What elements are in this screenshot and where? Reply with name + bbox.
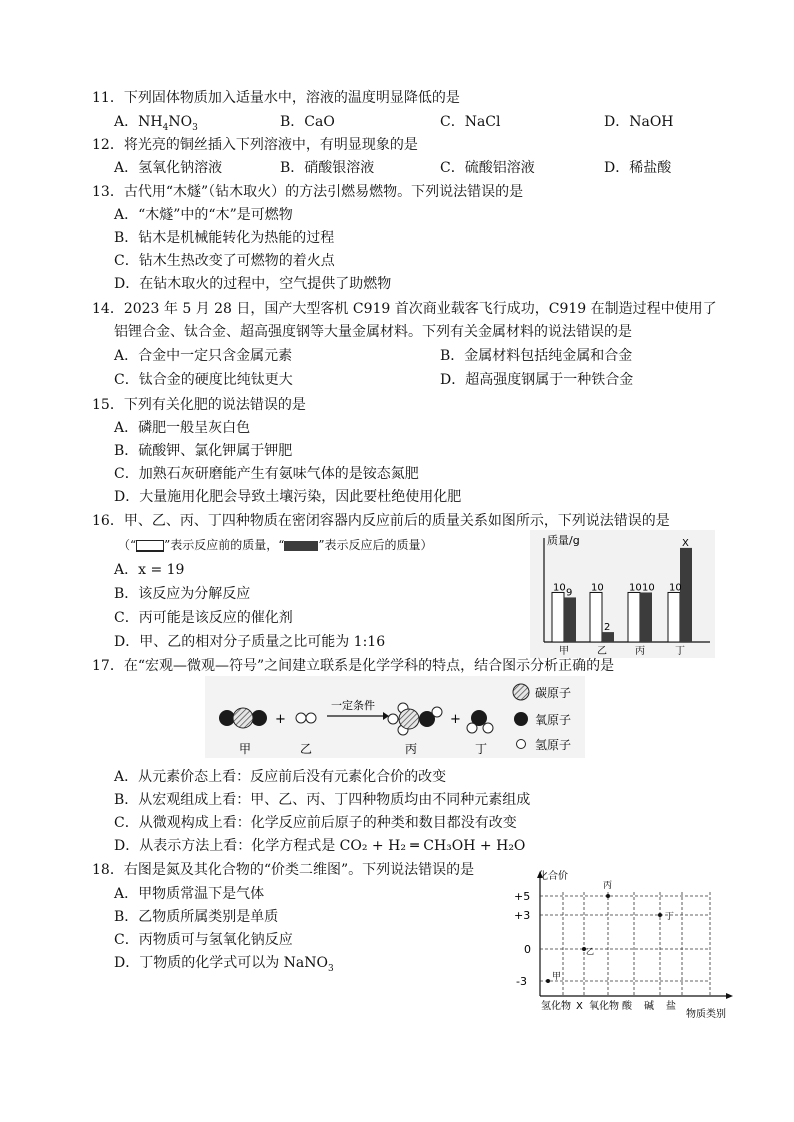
point-bing — [606, 894, 610, 898]
q18-option-c: C．丙物质可与氢氧化钠反应 — [114, 932, 293, 948]
carbon-atom — [399, 709, 419, 729]
x-tick-label-0: 甲 — [559, 646, 569, 657]
label-ding: 丁 — [475, 742, 488, 756]
dashed-grid — [540, 892, 710, 996]
x-tick-base: 碱 — [644, 1001, 654, 1012]
hydrogen-atom — [296, 713, 306, 723]
q13-option-b: B．钻木是机械能转化为热能的过程 — [114, 230, 335, 246]
label-jia: 甲 — [239, 742, 252, 756]
hydrogen-atom — [306, 713, 316, 723]
q18-option-d: D．丁物质的化学式可以为 NaNO$_3$ — [114, 955, 334, 974]
reaction-condition: 一定条件 — [331, 699, 375, 712]
q16-option-c: C．丙可能是该反应的催化剂 — [114, 610, 293, 626]
plus-sign: + — [450, 712, 461, 727]
q12-option-d: D．稀盐酸 — [604, 160, 672, 176]
q12-option-b: B．硝酸银溶液 — [280, 160, 375, 176]
carbon-atom — [233, 708, 253, 728]
q18-stem: 18．右图是氮及其化合物的“价类二维图”。下列说法错误的是 — [92, 862, 475, 878]
bar-after-2 — [640, 592, 652, 642]
bar-label-after-1: 2 — [604, 622, 611, 634]
x-tick-x: X — [576, 1001, 583, 1012]
q16-stem: 16．甲、乙、丙、丁四种物质在密闭容器内反应前后的质量关系如图所示，下列说法错误的是 — [92, 513, 670, 529]
point-label-ding: 丁 — [665, 912, 675, 922]
y-tick-zero: 0 — [524, 943, 531, 956]
legend-hydrogen: 氢原子 — [535, 738, 572, 752]
label-bing: 丙 — [405, 742, 418, 756]
q14-option-b: B．金属材料包括纯金属和合金 — [440, 348, 633, 364]
q13-stem: 13．古代用“木燧”（钻木取火）的方法引燃易燃物。下列说法错误的是 — [92, 184, 524, 200]
y-axis-title: 化合价 — [538, 871, 568, 882]
q15-option-c: C．加熟石灰研磨能产生有氨味气体的是铵态氮肥 — [114, 466, 419, 482]
legend-after-swatch — [284, 541, 318, 551]
bar-label-before-0: 10 — [553, 582, 566, 594]
q17-stem: 17．在“宏观—微观—符号”之间建立联系是化学学科的特点，结合图示分析正确的是 — [92, 658, 615, 674]
oxygen-legend-icon — [514, 712, 528, 726]
valence-category-chart — [510, 868, 746, 1020]
point-label-jia: 甲 — [552, 972, 562, 982]
reaction-diagram — [205, 676, 585, 758]
q11-stem: 11．下列固体物质加入适量水中，溶液的温度明显降低的是 — [92, 90, 460, 106]
q17-option-c: C．从微观构成上看：化学反应前后原子的种类和数目都没有改变 — [114, 815, 517, 831]
bar-after-3 — [680, 548, 692, 642]
bar-before-1 — [590, 592, 602, 642]
q16-legend-note: （“ ”表示反应前的质量，“ ”表示反应后的质量） — [118, 538, 433, 552]
point-label-yi: 乙 — [586, 947, 594, 956]
q17-option-d: D．从表示方法上看：化学方程式是 CO₂ + H₂ ═ CH₃OH + H₂O — [114, 838, 526, 854]
q11-option-a: A．$NH_4NO_3$ — [114, 114, 198, 133]
q18-option-a: A．甲物质常温下是气体 — [114, 886, 265, 902]
legend-before-swatch — [136, 540, 164, 552]
q12-option-a: A．氢氧化钠溶液 — [114, 160, 223, 176]
hydrogen-atom — [483, 723, 493, 733]
bar-label-after-3: X — [682, 537, 689, 549]
mass-bar-chart — [530, 530, 715, 658]
q11-option-b: B．CaO — [280, 114, 335, 130]
bar-after-1 — [602, 632, 614, 642]
q13-option-d: D．在钻木取火的过程中，空气提供了助燃物 — [114, 276, 392, 292]
q13-option-c: C．钻木生热改变了可燃物的着火点 — [114, 253, 335, 269]
bar-label-after-0: 9 — [566, 587, 573, 599]
q15-option-b: B．硫酸钾、氯化钾属于钾肥 — [114, 443, 293, 459]
label-yi: 乙 — [300, 742, 313, 756]
x-arrow-icon — [726, 993, 733, 999]
x-tick-label-3: 丁 — [675, 646, 685, 657]
q14-stem-line2: 铝锂合金、钛合金、超高强度钢等大量金属材料。下列有关金属材料的说法错误的是 — [114, 324, 632, 340]
bar-after-0 — [564, 597, 576, 642]
q11-option-c: C．NaCl — [440, 114, 501, 130]
x-tick-label-1: 乙 — [597, 646, 607, 657]
legend-oxygen: 氧原子 — [535, 713, 572, 727]
q14-option-c: C．钛合金的硬度比纯钛更大 — [114, 372, 293, 388]
carbon-legend-icon — [513, 684, 529, 700]
bar-before-0 — [552, 592, 564, 642]
q11-option-d: D．NaOH — [604, 114, 674, 130]
q14-stem-line1: 14．2023 年 5 月 28 日，国产大型客机 C919 首次商业载客飞行成功，C919 在制造过程中使用了 — [92, 301, 717, 317]
hydrogen-legend-icon — [517, 740, 526, 749]
q13-option-a: A．“木燧”中的“木”是可燃物 — [114, 207, 293, 223]
x-axis-title: 物质类别 — [686, 1009, 726, 1020]
y-tick-minus3: -3 — [516, 975, 527, 988]
hydrogen-atom — [432, 707, 442, 717]
x-tick-hydride: 氢化物 — [541, 1001, 571, 1012]
point-label-bing: 丙 — [603, 881, 613, 891]
q16-option-a: A．x = 19 — [114, 562, 185, 578]
point-jia — [546, 979, 550, 983]
bar-before-2 — [628, 592, 640, 642]
q15-option-a: A．磷肥一般呈灰白色 — [114, 420, 251, 436]
hydrogen-atom — [388, 714, 398, 724]
bar-label-before-3: 10 — [669, 582, 682, 594]
plus-sign: + — [275, 712, 286, 727]
x-tick-oxide: 氧化物 — [589, 1001, 619, 1012]
bar-before-3 — [668, 592, 680, 642]
q17-option-a: A．从元素价态上看：反应前后没有元素化合价的改变 — [114, 769, 447, 785]
q16-option-b: B．该反应为分解反应 — [114, 586, 251, 602]
bar-label-before-2: 10 — [629, 582, 642, 594]
co2-molecule — [219, 708, 267, 728]
hydrogen-atom — [467, 723, 477, 733]
y-tick-plus5: +5 — [514, 890, 531, 903]
q16-option-d: D．甲、乙的相对分子质量之比可能为 1:16 — [114, 634, 386, 650]
q15-stem: 15．下列有关化肥的说法错误的是 — [92, 397, 306, 413]
q12-option-c: C．硫酸铝溶液 — [440, 160, 535, 176]
y-axis-label: 质量/g — [547, 534, 580, 547]
q17-option-b: B．从宏观组成上看：甲、乙、丙、丁四种物质均由不同种元素组成 — [114, 792, 531, 808]
q12-stem: 12．将光亮的铜丝插入下列溶液中，有明显现象的是 — [92, 137, 418, 153]
q18-option-b: B．乙物质所属类别是单质 — [114, 909, 279, 925]
q15-option-d: D．大量施用化肥会导致土壤污染，因此要杜绝使用化肥 — [114, 489, 462, 505]
q14-option-d: D．超高强度钢属于一种铁合金 — [440, 372, 634, 388]
x-tick-salt: 盐 — [666, 1001, 676, 1012]
y-tick-plus3: +3 — [514, 909, 531, 922]
q14-option-a: A．合金中一定只含金属元素 — [114, 348, 293, 364]
point-ding — [658, 913, 662, 917]
legend-carbon: 碳原子 — [535, 686, 572, 700]
x-tick-acid: 酸 — [622, 1001, 632, 1012]
bar-label-after-2: 10 — [642, 582, 655, 594]
bar-label-before-1: 10 — [591, 582, 604, 594]
x-tick-label-2: 丙 — [635, 646, 645, 657]
